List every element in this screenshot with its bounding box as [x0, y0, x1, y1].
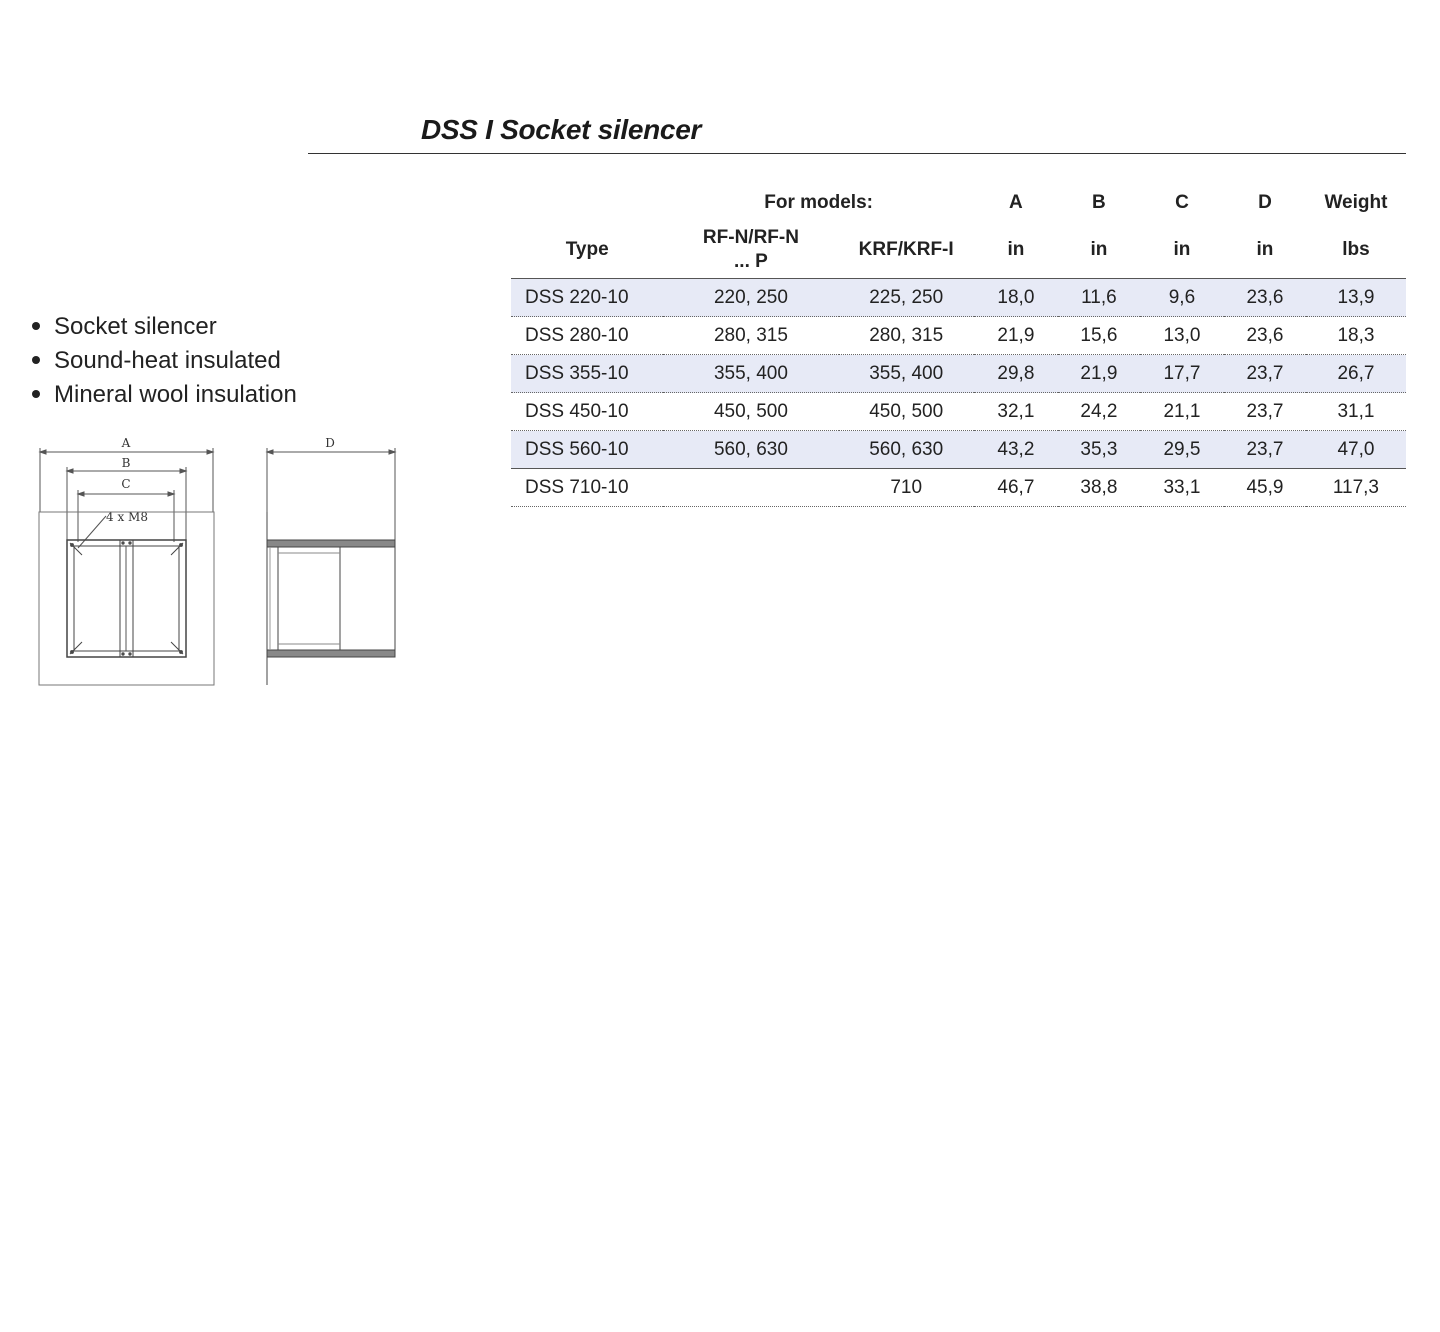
technical-drawing [30, 430, 410, 692]
table-row: DSS 355-10 355, 400 355, 400 29,8 21,9 17,7 23,7 26,7 [511, 355, 1406, 393]
header-b: B [1092, 192, 1106, 213]
header-row-2 [511, 222, 1406, 279]
header-c: C [1175, 192, 1189, 213]
header-rf: RF-N/RF-N ... P [702, 227, 799, 272]
unit-c: in [1173, 239, 1191, 260]
table-row: DSS 280-10 280, 315 280, 315 21,9 15,6 13,0 23,6 18,3 [511, 317, 1406, 355]
unit-d: in [1256, 239, 1274, 260]
dim-label-a: A [121, 436, 131, 450]
unit-b: in [1090, 239, 1108, 260]
table-row: DSS 450-10 450, 500 450, 500 32,1 24,2 21,1 23,7 31,1 [511, 393, 1406, 431]
unit-weight: lbs [1342, 239, 1370, 260]
bullet-icon [32, 322, 40, 330]
feature-item: Sound-heat insulated [32, 344, 297, 378]
header-a: A [1009, 192, 1023, 213]
dim-label-d: D [325, 436, 335, 450]
dim-label-c: C [121, 477, 131, 491]
header-row-1 [511, 184, 1406, 222]
table-row: DSS 710-10 710 46,7 38,8 33,1 45,9 117,3 [511, 469, 1406, 507]
bullet-icon [32, 356, 40, 364]
bullet-icon [32, 390, 40, 398]
spec-table [511, 184, 1406, 507]
front-view [39, 436, 214, 685]
table-row: DSS 220-10 220, 250 225, 250 18,0 11,6 9,6 23,6 13,9 [511, 279, 1406, 317]
bolt-label: 4 x M8 [106, 510, 148, 524]
feature-item: Mineral wool insulation [32, 378, 297, 412]
table-row: DSS 560-10 560, 630 560, 630 43,2 35,3 29,5 23,7 47,0 [511, 431, 1406, 469]
header-type: Type [565, 239, 609, 260]
page-title: DSS I Socket silencer [421, 114, 702, 145]
feature-list [32, 310, 297, 412]
header-krf: KRF/KRF-I [858, 239, 954, 260]
feature-item: Socket silencer [32, 310, 297, 344]
side-view [267, 436, 395, 685]
dim-label-b: B [121, 456, 131, 470]
header-weight: Weight [1324, 192, 1388, 213]
unit-a: in [1007, 239, 1025, 260]
title-rule [308, 153, 1406, 154]
header-d: D [1258, 192, 1272, 213]
for-models-header: For models: [764, 192, 873, 213]
